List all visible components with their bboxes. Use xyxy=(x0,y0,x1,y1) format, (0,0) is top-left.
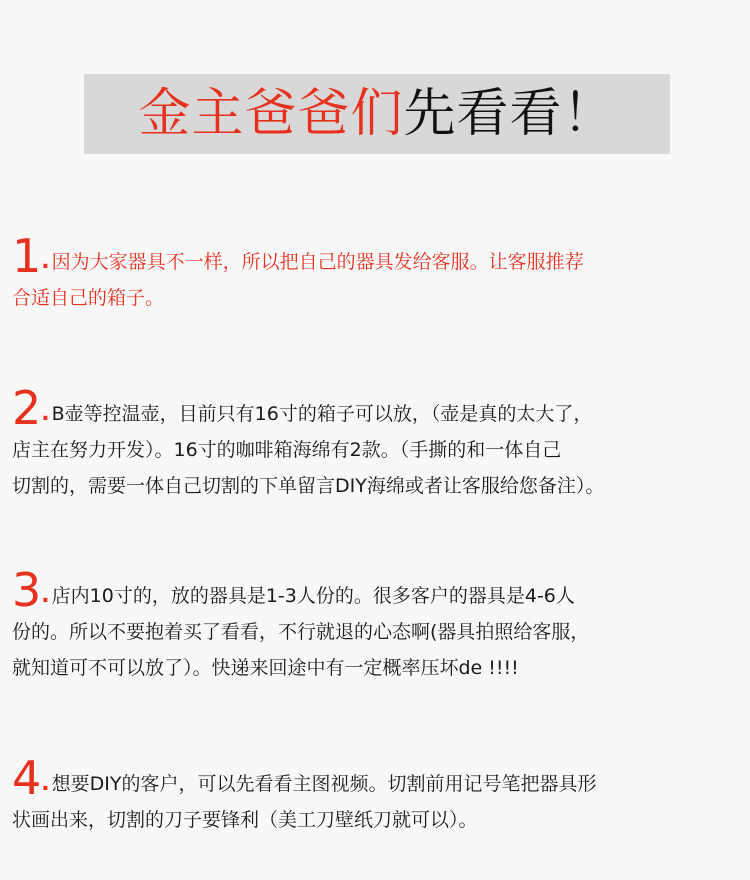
note-dot: . xyxy=(41,583,50,608)
note-item-1 xyxy=(12,229,742,316)
note-dot: . xyxy=(41,249,50,274)
note-text: 店内10寸的，放的器具是1-3人份的。很多客户的器具是4-6人 xyxy=(51,585,575,607)
note-line: 状画出来，切割的刀子要锋利（美工刀壁纸刀就可以）。 xyxy=(12,809,478,831)
note-number: 1 xyxy=(12,229,42,283)
page-title xyxy=(138,84,616,144)
note-text: 因为大家器具不一样，所以把自己的器具发给客服。让客服推荐 xyxy=(51,251,584,273)
note-number: 4 xyxy=(12,751,42,805)
note-line: 店主在努力开发）。16寸的咖啡箱海绵有2款。（手撕的和一体自己 xyxy=(12,439,562,461)
note-dot: . xyxy=(41,401,50,426)
note-line xyxy=(12,229,742,283)
note-number: 2 xyxy=(12,381,42,435)
note-line xyxy=(12,751,742,805)
note-line xyxy=(12,563,742,617)
note-text: 想要DIY的客户，可以先看看主图视频。切割前用记号笔把器具形 xyxy=(51,773,597,795)
title-rest: 先看看！ xyxy=(403,84,616,144)
title-highlight: 金主爸爸们 xyxy=(138,84,404,144)
note-line: 份的。所以不要抱着买了看看，不行就退的心态啊(器具拍照给客服， xyxy=(12,621,590,643)
title-banner xyxy=(84,74,670,154)
note-text: B壶等控温壶，目前只有16寸的箱子可以放，（壶是真的太大了， xyxy=(51,403,593,425)
note-line: 就知道可不可以放了）。快递来回途中有一定概率压坏de !!!! xyxy=(12,657,519,679)
note-line: 切割的，需要一体自己切割的下单留言DIY海绵或者让客服给您备注）。 xyxy=(12,475,605,497)
note-number: 3 xyxy=(12,563,42,617)
note-dot: . xyxy=(41,771,50,796)
note-line xyxy=(12,381,742,435)
note-item-4 xyxy=(12,751,742,838)
note-line: 合适自己的箱子。 xyxy=(12,287,165,309)
note-item-2 xyxy=(12,381,742,504)
note-item-3 xyxy=(12,563,742,686)
